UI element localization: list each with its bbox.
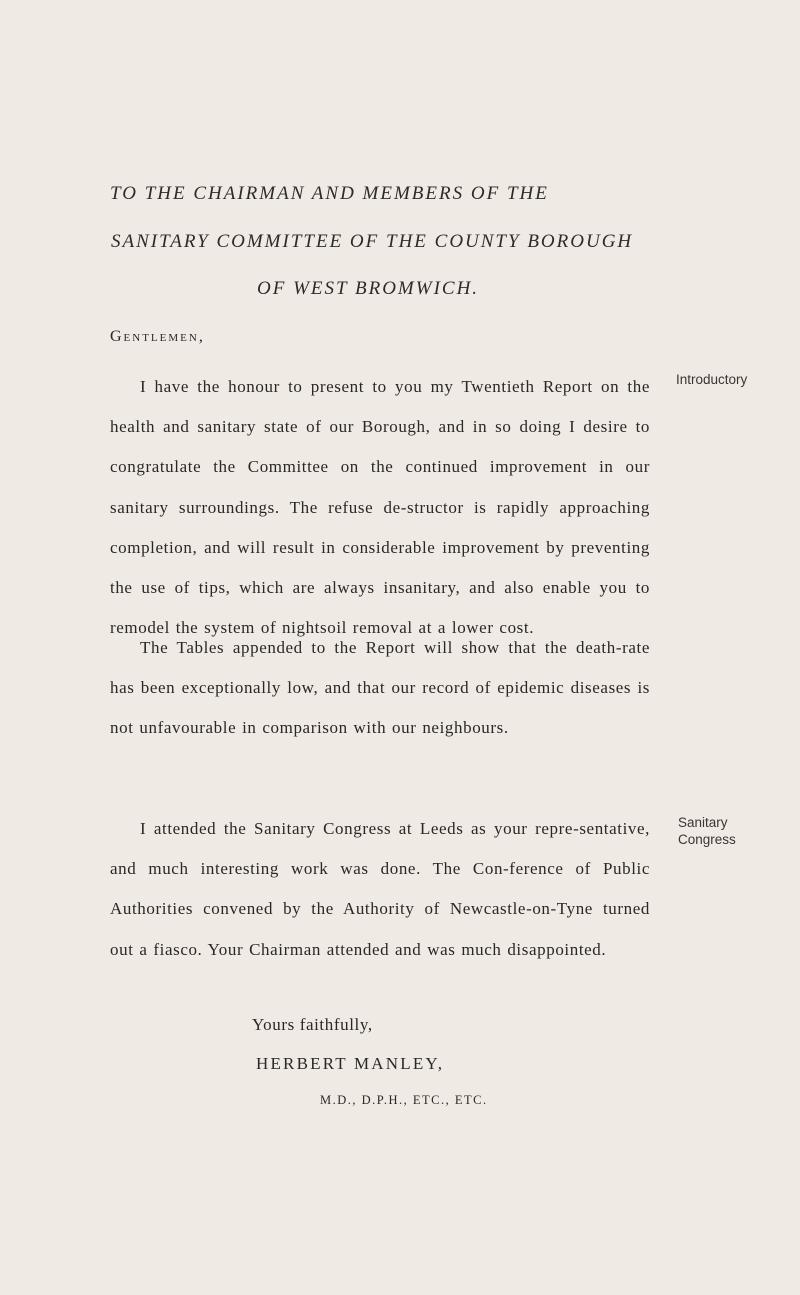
heading-line-3: OF WEST BROMWICH. (257, 278, 480, 299)
paragraph-death-rate: The Tables appended to the Report will show that the death-rate has been exceptionally low, and that our record of epidemic diseases is not unfavourable in comparison with our neighbours. (110, 638, 650, 738)
heading-line-2: SANITARY COMMITTEE OF THE COUNTY BOROUGH (111, 231, 634, 252)
margin-note-sanitary-congress: Sanitary Congress (678, 815, 736, 847)
salutation: Gentlemen, (110, 328, 205, 345)
heading-line-1: TO THE CHAIRMAN AND MEMBERS OF THE (110, 183, 549, 204)
margin-note-introductory: Introductory (676, 372, 748, 387)
paragraph-introductory: I have the honour to present to you my Twentieth Report on the health and sanitary state of our Borough, and in so doing I desire to congratulate the Committee on the continued improvement in our sanitary surroundings. The refuse de-structor is rapidly approaching completion, and will result in considerable improvement by preventing the use of tips, which are always insanitary, and also enable you to remodel the system of nightsoil removal at a lower cost. (110, 377, 650, 638)
paragraph-sanitary-congress: I attended the Sanitary Congress at Leeds as your repre-sentative, and much interesting work was done. The Con-ference of Public Authorities convened by the Authority of Newcastle-on-Tyne turned out a fiasco. Your Chairman attended and was much disappointed. (110, 819, 650, 959)
signature-name: HERBERT MANLEY, (256, 1054, 445, 1073)
closing: Yours faithfully, (252, 1015, 373, 1034)
signature-credentials: M.D., D.P.H., ETC., ETC. (320, 1093, 488, 1107)
